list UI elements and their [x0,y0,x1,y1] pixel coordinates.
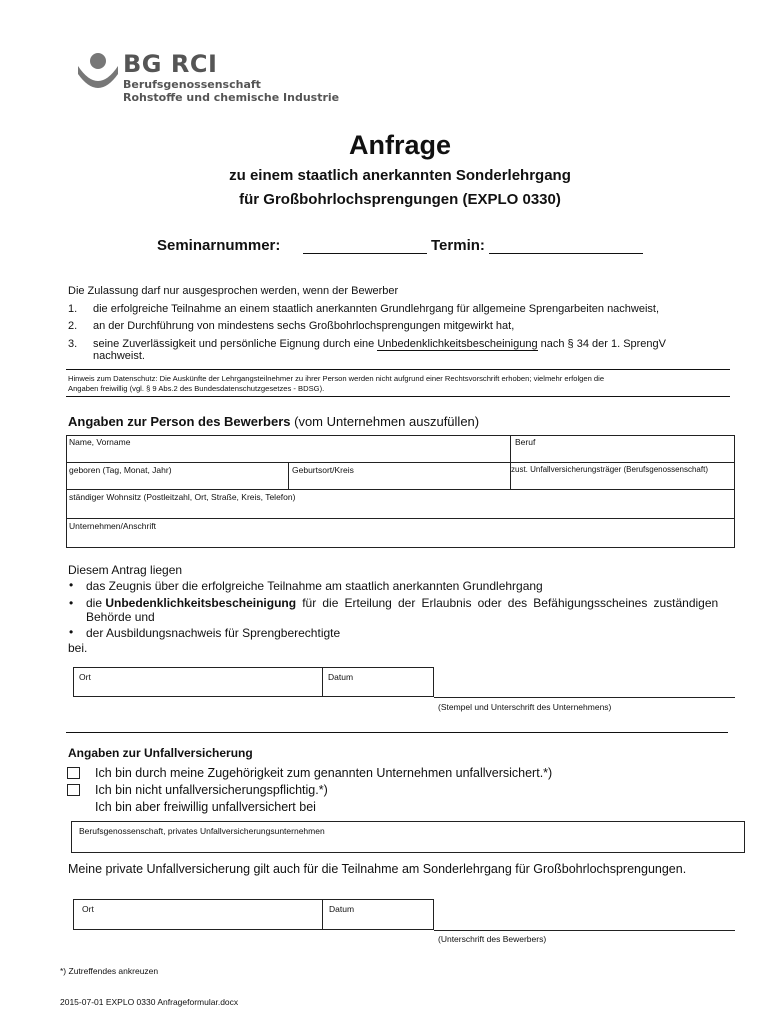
divider [66,732,728,733]
attach-outro: bei. [68,641,88,655]
logo-line1: Berufsgenossenschaft [123,78,261,91]
attach-intro: Diesem Antrag liegen [68,563,183,577]
person-heading-rest: (vom Unternehmen auszufüllen) [290,414,480,429]
birthdate-field[interactable]: geboren (Tag, Monat, Jahr) [69,465,172,475]
company-field[interactable]: Unternehmen/Anschrift [69,521,156,531]
private-insurance-note: Meine private Unfallversicherung gilt auch für die Teilnahme am Sonderlehrgang für Großbohrlochsprengungen. [68,862,687,876]
insurance-option: Ich bin nicht unfallversicherungspflichtig.*) [95,783,328,797]
insurer-field[interactable]: zust. Unfallversicherungsträger (Berufsgenossenschaft) [511,465,708,474]
seminar-label: Seminarnummer: [157,237,281,254]
condition-text-part: seine Zuverlässigkeit und persönliche Eignung durch eine [93,338,378,350]
table-col-divider [510,435,511,489]
not-insured-checkbox[interactable] [67,784,80,796]
condition-text-continued: nachweist. [93,350,145,362]
datum-field[interactable]: Datum [328,672,354,682]
bullet-icon: • [69,596,74,610]
termin-label: Termin: [431,237,485,254]
attach-item-text: für die Erteilung der Erlaubnis oder des Befähigungsscheines zuständigen [296,596,719,610]
table-row-divider [66,489,735,490]
insured-via-company-checkbox[interactable] [67,767,80,779]
table-row-divider [66,518,735,519]
sign-table-company [73,667,434,697]
seminar-number-field[interactable] [303,253,427,254]
table-row-divider [66,462,735,463]
name-field[interactable]: Name, Vorname [69,437,131,447]
attach-item-text: die [86,596,106,610]
beruf-field[interactable]: Beruf [515,437,536,447]
privacy-line-2: Angaben freiwillig (vgl. § 9 Abs.2 des Bundesdatenschutzgesetzes - BDSG). [68,384,325,393]
insurance-option: Ich bin aber freiwillig unfallversichert bei [95,800,316,814]
ort-field[interactable]: Ort [79,672,91,682]
company-signature-caption: (Stempel und Unterschrift des Unternehmens) [438,702,612,712]
attach-item: der Ausbildungsnachweis für Sprengberechtigte [86,626,341,640]
logo-line2: Rohstoffe und chemische Industrie [123,91,340,104]
attach-item [86,596,730,610]
person-heading-bold: Angaben zur Person des Bewerbers [68,414,291,429]
bg-rci-logo [77,48,340,108]
condition-number: 2. [68,320,78,332]
condition-text: die erfolgreiche Teilnahme an einem staatlich anerkannten Grundlehrgang für allgemeine Sprengarbeiten nachweist, [93,303,660,315]
logo-brand: BG RCI [123,50,218,78]
person-section-heading [68,414,479,429]
table-col-divider [322,667,323,697]
condition-text-part: nach § 34 der 1. SprengV [537,338,667,350]
condition-underlined-term: Unbedenklichkeitsbescheinigung [377,338,538,350]
eagle-emblem-icon [77,52,119,92]
ort-field[interactable]: Ort [82,904,94,914]
bullet-icon: • [69,625,74,639]
subtitle-1: zu einem staatlich anerkannten Sonderlehrgang [229,167,571,184]
residence-field[interactable]: ständiger Wohnsitz (Postleitzahl, Ort, Straße, Kreis, Telefon) [69,492,296,502]
condition-number: 3. [68,338,78,350]
footnote: *) Zutreffendes ankreuzen [60,966,159,976]
condition-text [93,338,666,350]
attach-item-continued: Behörde und [86,610,155,624]
page-title: Anfrage [348,130,451,160]
datum-field[interactable]: Datum [329,904,355,914]
voluntary-insurer-field[interactable]: Berufsgenossenschaft, privates Unfallversicherungsunternehmen [79,826,325,836]
applicant-signature-line[interactable] [434,930,735,931]
divider [66,396,730,397]
attach-item: das Zeugnis über die erfolgreiche Teilnahme am staatlich anerkannten Grundlehrgang [86,579,543,593]
privacy-line-1: Hinweis zum Datenschutz: Die Auskünfte der Lehrgangsteilnehmer zu ihrer Person werden nicht aufgrund einer Rechtsvorschrift erhoben; vielmehr erfolgen die [68,374,605,383]
divider [66,369,730,370]
termin-field[interactable] [489,253,643,254]
insurance-option: Ich bin durch meine Zugehörigkeit zum genannten Unternehmen unfallversichert.*) [95,766,553,780]
table-col-divider [322,899,323,930]
insurance-heading: Angaben zur Unfallversicherung [68,746,253,760]
condition-text: an der Durchführung von mindestens sechs Großbohrlochsprengungen mitgewirkt hat, [93,320,515,332]
sign-table-applicant [73,899,434,930]
table-col-divider [288,462,289,489]
file-name: 2015-07-01 EXPLO 0330 Anfrageformular.docx [60,997,239,1007]
intro-text: Die Zulassung darf nur ausgesprochen werden, wenn der Bewerber [68,285,399,297]
company-signature-line[interactable] [434,697,735,698]
condition-number: 1. [68,303,78,315]
subtitle-2: für Großbohrlochsprengungen (EXPLO 0330) [239,191,561,208]
birthplace-field[interactable]: Geburtsort/Kreis [292,465,354,475]
bullet-icon: • [69,578,74,592]
attach-item-bold: Unbedenklichkeitsbescheinigung [105,596,297,610]
applicant-signature-caption: (Unterschrift des Bewerbers) [438,934,547,944]
